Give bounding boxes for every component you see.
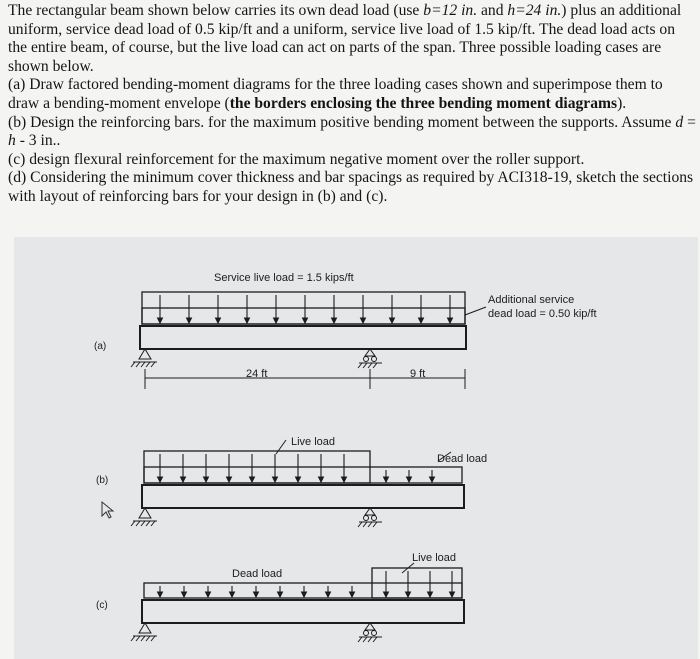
beam-a [140, 326, 466, 349]
load-arrows-a [160, 295, 450, 323]
service-live-load-label: Service live load = 1.5 kips/ft [214, 272, 354, 284]
dead-load-leader-a [465, 307, 486, 315]
live-load-leader-b [276, 440, 286, 454]
roller-support-a [358, 349, 382, 368]
live-load-label-b: Live load [291, 436, 336, 448]
pin-support-b [131, 508, 157, 526]
load-arrows-b [160, 454, 432, 482]
case-c-label: (c) [96, 600, 108, 611]
dead-load-label-b: Dead load [437, 453, 488, 465]
case-c-diagram [96, 552, 464, 642]
additional-dead-load-label-1: Additional service [488, 294, 575, 306]
case-b-label: (b) [96, 475, 109, 486]
additional-dead-load-label-2: dead load = 0.50 kip/ft [488, 308, 597, 320]
problem-part-a: (a) Draw factored bending-moment diagrams for the three loading cases shown and superimpose them to draw a bending-moment envelope (the borders enclosing the three bending moment diagrams). [8, 76, 663, 112]
load-arrows-c [160, 571, 452, 597]
dead-load-band-b [144, 467, 462, 483]
dead-load-band-c [144, 583, 462, 598]
mouse-cursor-icon [102, 502, 113, 518]
problem-part-b: (b) Design the reinforcing bars. for the maximum positive bending moment between the supports. Assume d = h - 3 in.. [8, 113, 696, 150]
pin-support-c [131, 623, 157, 641]
problem-part-d: (d) Considering the minimum cover thickness and bar spacings as required by ACI318-19, sketch the sections with layout of reinforcing bars for your design in (b) and (c). [8, 169, 694, 205]
loading-cases-figure [14, 237, 698, 659]
problem-part-c: (c) design flexural reinforcement for the maximum negative moment over the roller support. [8, 150, 585, 168]
problem-intro: The rectangular beam shown below carries its own dead load (use b=12 in. and h=24 in.) plus an additional uniform, service dead load of 0.5 kip/ft and a uniform, service live load of 1.5 kip/ft. The dead load acts on the entire beam, of course, but the live load can act on parts of the span. Three possible loading cases are shown below. [8, 2, 682, 75]
roller-support-c [358, 623, 382, 642]
problem-statement [8, 2, 696, 207]
dead-load-band-a [142, 308, 465, 324]
case-a-diagram [94, 272, 597, 389]
case-b-diagram [96, 436, 487, 527]
beam-figure-svg [14, 237, 698, 659]
case-a-label: (a) [94, 341, 107, 352]
dead-load-label-c: Dead load [232, 568, 283, 580]
live-load-label-c: Live load [412, 552, 457, 564]
roller-support-b [358, 508, 382, 527]
beam-b [142, 485, 464, 508]
span-24ft-label: 24 ft [246, 368, 268, 380]
beam-c [142, 600, 464, 623]
span-9ft-label: 9 ft [410, 368, 426, 380]
pin-support-a [131, 349, 157, 367]
